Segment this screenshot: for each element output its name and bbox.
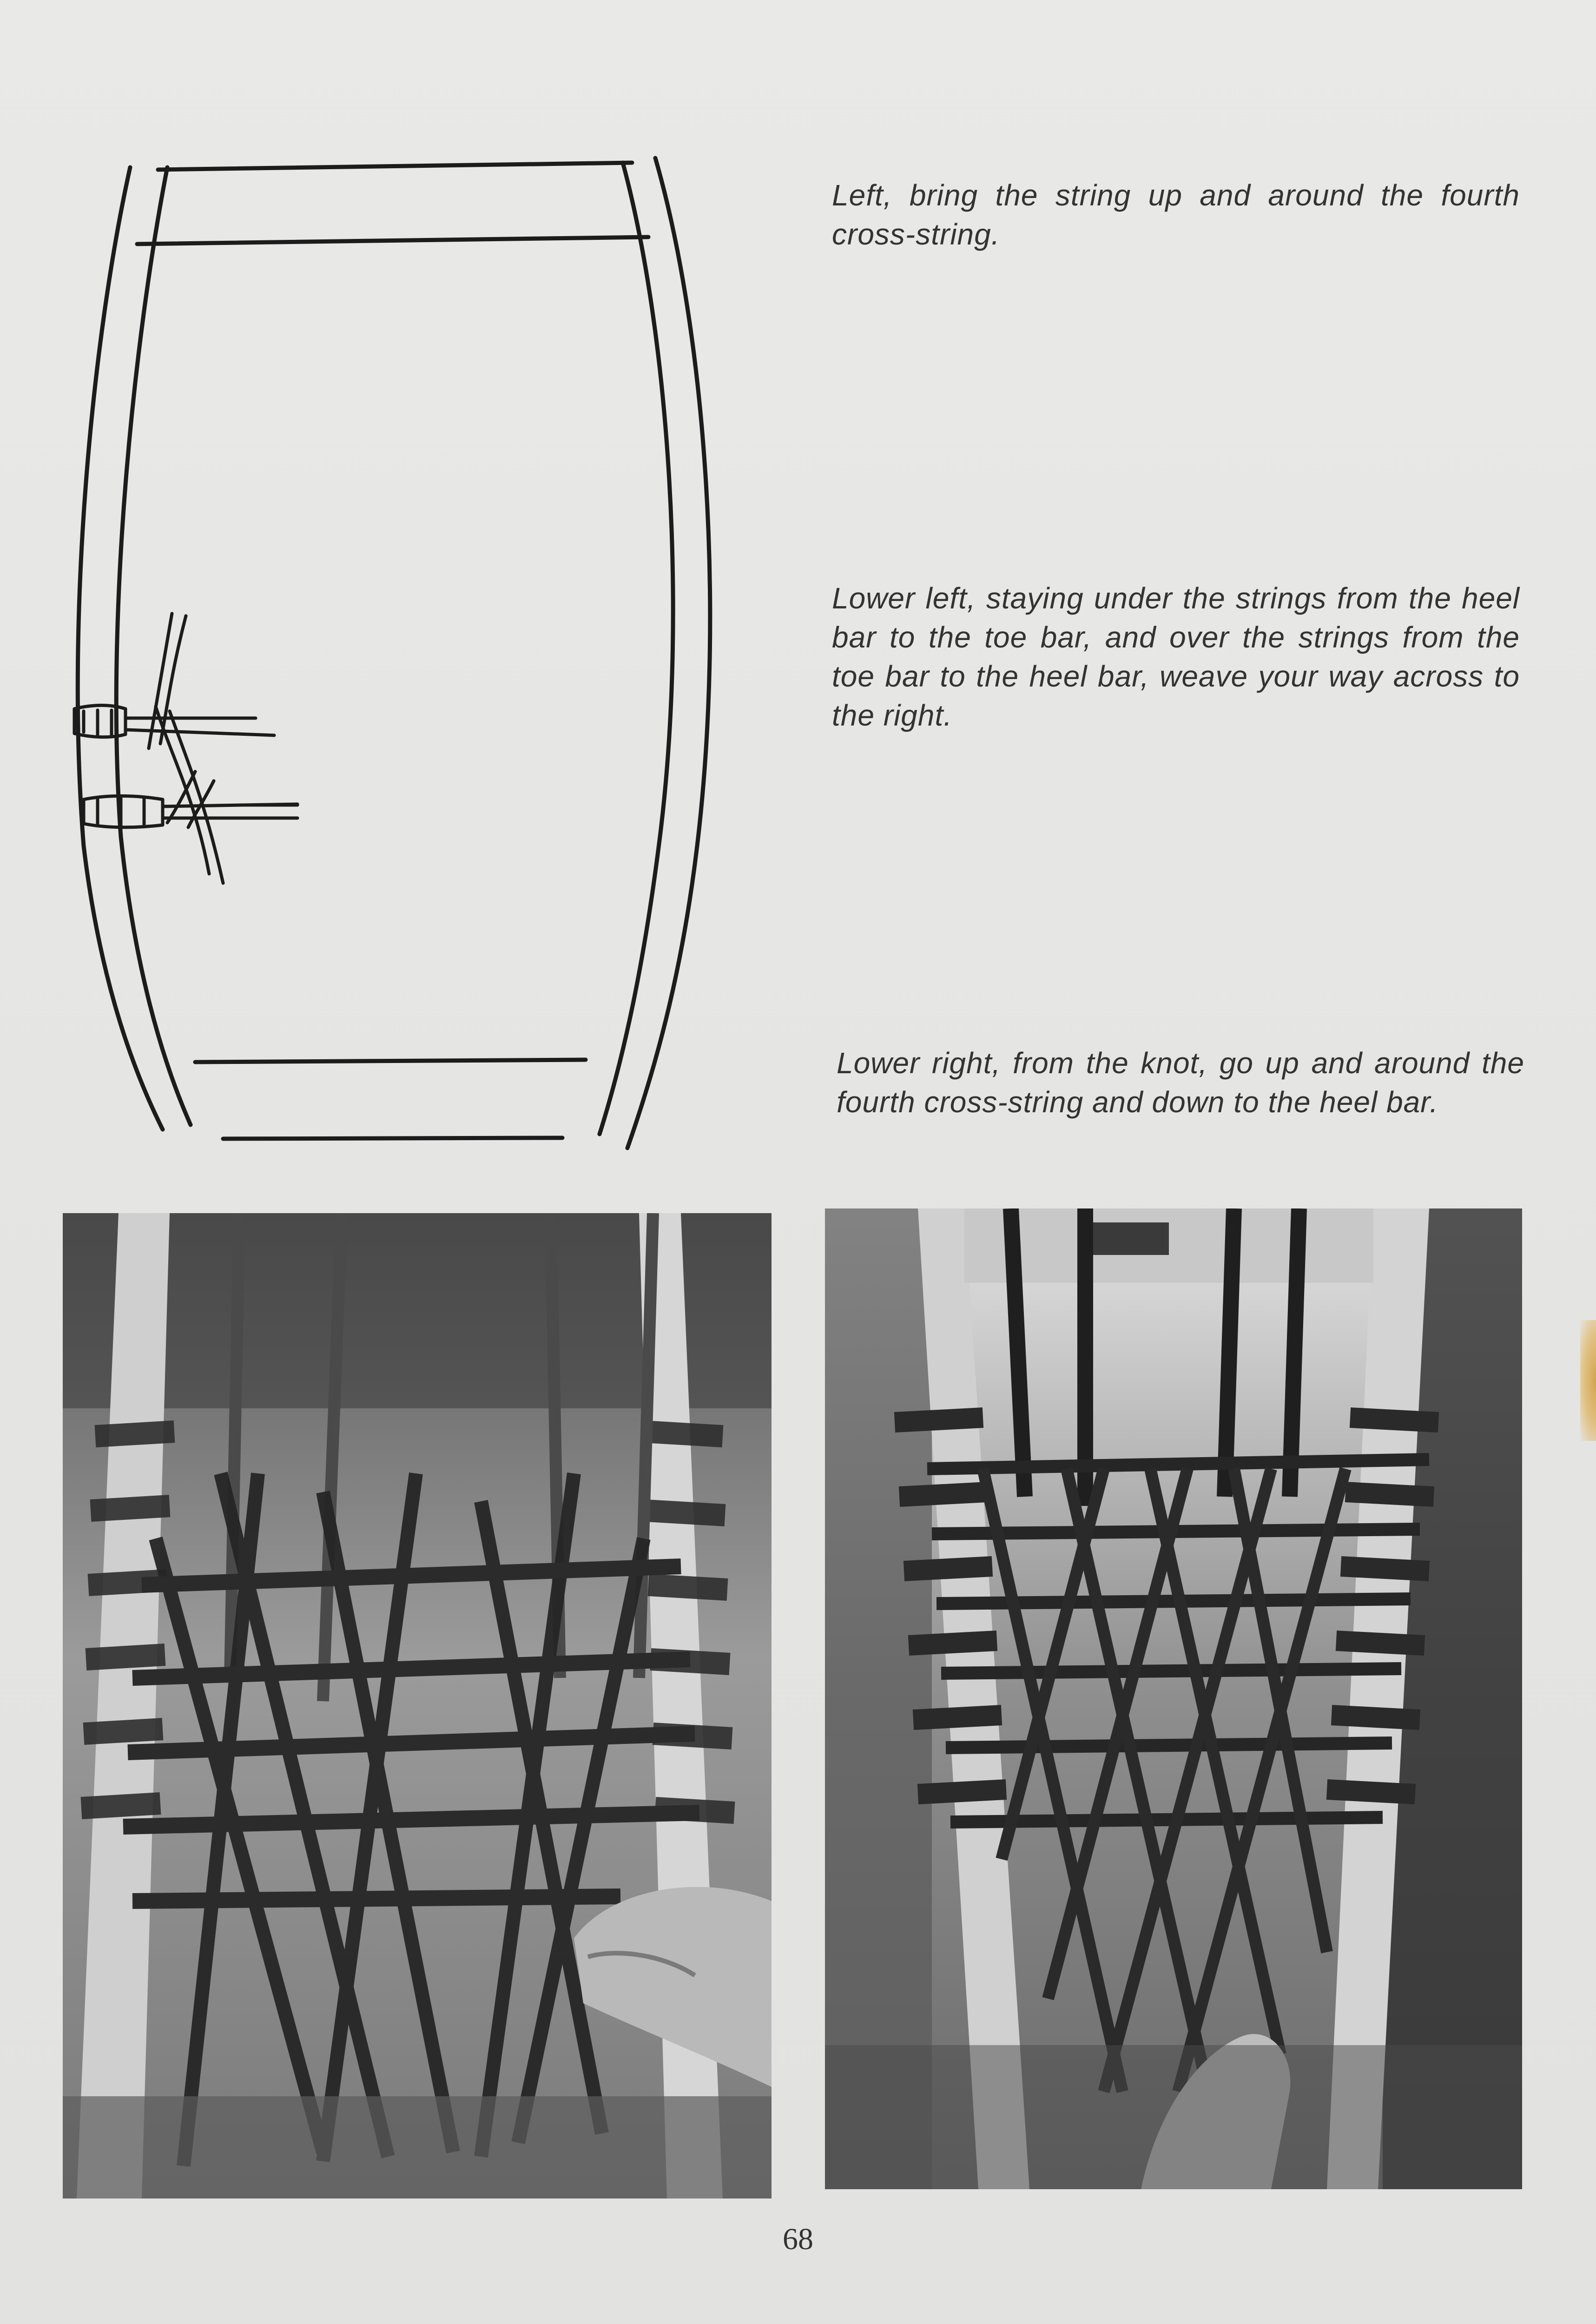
caption-lower-right: Lower right, from the knot, go up and around the fourth cross-string and down to the heel bar. [837, 1046, 1524, 1119]
knot-string-detail [74, 614, 297, 883]
caption-lower-left: Lower left, staying under the strings from the heel bar to the toe bar, and over the strings from the toe bar to the heel bar, weave your way across to the right. [832, 581, 1520, 732]
photo-lower-right-weaving [825, 1208, 1522, 2189]
snowshoe-frame-diagram [56, 149, 725, 1153]
caption-left: Left, bring the string up and around the fourth cross-string. [832, 178, 1520, 251]
photo-lower-left-weaving [63, 1213, 772, 2199]
page-number: 68 [783, 2222, 813, 2256]
page-edge-stain [1580, 1320, 1596, 1441]
